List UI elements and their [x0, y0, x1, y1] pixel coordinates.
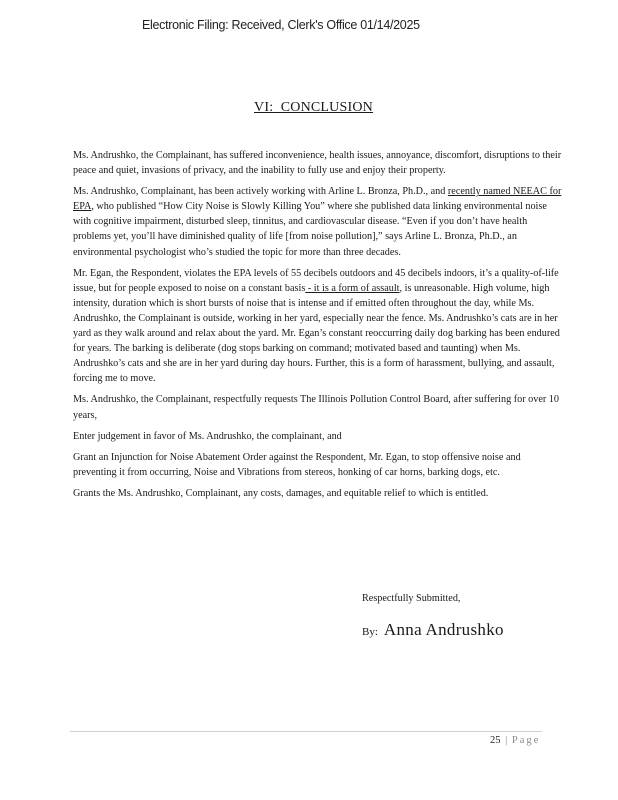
paragraph-violation-intro: Mr. Egan, the Respondent, violates the EPA levels of 55 decibels outdoors and 45 decibels indoors, it’s a quality-of-life issue, but for people exposed to noise on a constant basis [73, 267, 559, 294]
paragraph-damages: Ms. Andrushko, the Complainant, has suffered inconvenience, health issues, annoyance, discomfort, disruptions to their peace and quiet, invasions of privacy, and the inability to fully use and enjoy their property. [73, 150, 562, 177]
paragraph-research-rest: , who published “How City Noise is Slowly Killing You” where she published data linking environmental noise with cognitive impairment, disturbed sleep, tinnitus, and cardiovascular disease. “Even if you don’t have health problems yet, you’ll have diminished quality of life [from noise pollution],” says Arline L. Bronza, Ph.D., an environmental psychologist who’s studied the topic for more than three decades. [73, 201, 547, 258]
page-number: 25 [490, 735, 501, 746]
section-title: CONCLUSION [280, 100, 373, 115]
signature-line [362, 620, 504, 640]
document-body [73, 148, 563, 507]
section-heading-text [254, 100, 373, 115]
paragraph-violation-rest: , is unreasonable. High volume, high intensity, duration which is short bursts of noise that is intense and if emitted often throughout the day, while Ms. Andrushko, the Complainant is outside, working in her yard, especially near the fence. Ms. Andrushko’s cats are in her yard as they walk around and relax about the yard. Mr. Egan’s constant reoccurring daily dog barking has been endured for years. The barking is deliberate (dog stops barking on command; motivated based and taunting) when Ms. Andrushko’s cats and she are in her yard during day hours. Further, this is a form of harassment, bullying, and assault, forcing me to move. [73, 282, 560, 385]
page-separator: | [505, 735, 508, 746]
filing-stamp: Electronic Filing: Received, Clerk's Office 01/14/2025 [142, 18, 420, 32]
section-number: VI: [254, 100, 274, 115]
paragraph-research-underlined: recently named NEEAC for EPA [73, 186, 562, 213]
signature-by-label: By: [362, 626, 378, 638]
section-heading [0, 100, 618, 116]
paragraph-violation-underlined: - it is a form of assault [305, 282, 400, 294]
paragraph-research [73, 184, 563, 259]
paragraph-research-intro: Ms. Andrushko, Complainant, has been actively working with Arline L. Bronza, Ph.D., and [73, 186, 448, 198]
paragraph-violation [73, 266, 563, 387]
paragraph-injunction: Grant an Injunction for Noise Abatement Order against the Respondent, Mr. Egan, to stop offensive noise and preventing it from occurring, Noise and Vibrations from stereos, honking of car horns, barking dogs, etc. [73, 451, 521, 478]
page-footer [490, 735, 540, 746]
signature-name: Anna Andrushko [383, 620, 504, 639]
signature-closing: Respectfully Submitted, [362, 593, 461, 604]
paragraph-judgement: Enter judgement in favor of Ms. Andrushko, the complainant, and [73, 430, 342, 442]
paragraph-relief: Grants the Ms. Andrushko, Complainant, any costs, damages, and equitable relief to which is entitled. [73, 487, 489, 499]
footer-divider [70, 731, 542, 732]
paragraph-request: Ms. Andrushko, the Complainant, respectfully requests The Illinois Pollution Control Board, after suffering for over 10 years, [73, 394, 559, 421]
page-label: Page [511, 735, 541, 746]
